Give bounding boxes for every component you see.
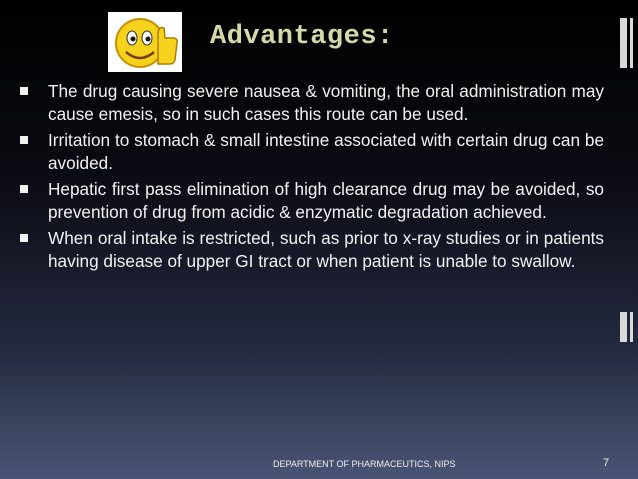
bullet-list — [18, 80, 604, 276]
slide-footer: DEPARTMENT OF PHARMACEUTICS, NIPS — [273, 459, 456, 469]
smiley-thumbs-up-icon — [108, 12, 182, 72]
slide-title: Advantages: — [210, 22, 394, 52]
bullet-item: Irritation to stomach & small intestine associated with certain drug can be avoided. — [18, 129, 604, 174]
deco-bar-top-thin — [630, 18, 633, 68]
bullet-item: When oral intake is restricted, such as prior to x-ray studies or in patients having disease of upper GI tract or when patient is unable to swallow. — [18, 227, 604, 272]
bullet-item: The drug causing severe nausea & vomiting, the oral administration may cause emesis, so in such cases this route can be used. — [18, 80, 604, 125]
deco-bar-mid-wide — [620, 312, 627, 342]
page-number: 7 — [603, 457, 610, 469]
deco-bar-top-wide — [620, 18, 627, 68]
deco-bar-mid-thin — [630, 312, 633, 342]
bullet-item: Hepatic first pass elimination of high clearance drug may be avoided, so prevention of drug from acidic & enzymatic degradation achieved. — [18, 178, 604, 223]
